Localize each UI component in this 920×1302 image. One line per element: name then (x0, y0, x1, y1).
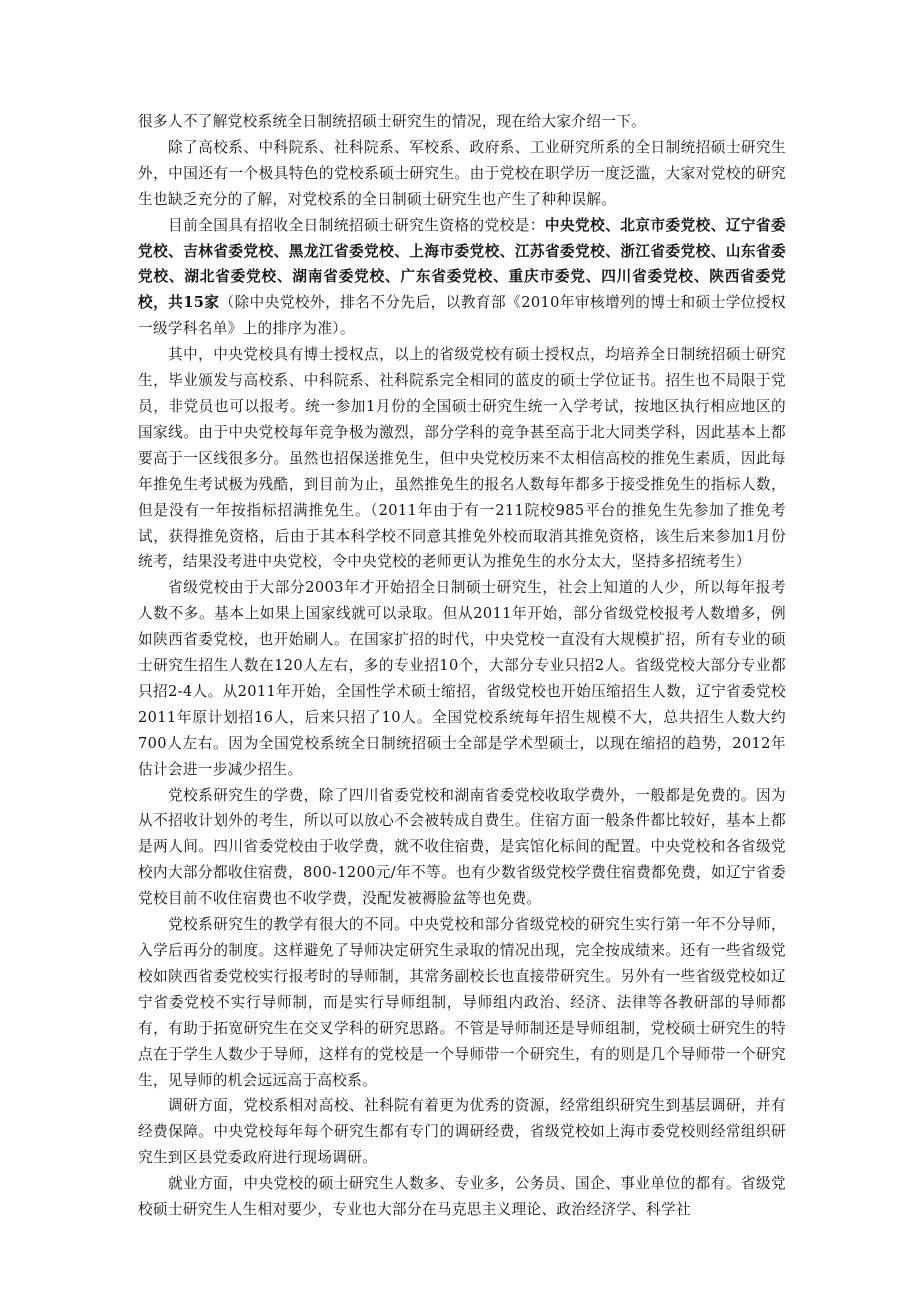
paragraph-employment (138, 1171, 786, 1223)
document-body (138, 109, 786, 1223)
paragraph-school-types (138, 135, 786, 213)
bold-school-list: 中央党校、北京市委党校、辽宁省委党校、吉林省委党校、黑龙江省委党校、上海市委党校、江苏省委党校、浙江省委党校、山东省委党校、湖北省委党校、湖南省委党校、广东省委党校、重庆市委党、四川省委党校、陕西省委党校，共15家 (138, 216, 786, 312)
paragraph-central-school (138, 342, 786, 575)
text-run: 党校系研究生的教学有很大的不同。中央党校和部分省级党校的研究生实行第一年不分导师，入学后再分的制度。这样避免了导师决定研究生录取的情况出现，完全按成绩来。还有一些省级党校如陕西省委党校实行报考时的导师制，其常务副校长也直接带研究生。另外有一些省级党校如辽宁省委党校不实行导师制，而是实行导师组制，导师组内政治、经济、法律等各教研部的导师都有，有助于拓宽研究生在交叉学科的研究思路。不管是导师制还是导师组制，党校硕士研究生的特点在于学生人数少于导师，这样有的党校是一个导师带一个研究生，有的则是几个导师带一个研究生，见导师的机会远远高于高校系。 (138, 916, 786, 1089)
paragraph-provincial-schools (138, 575, 786, 782)
text-run: 很多人不了解党校系统全日制统招硕士研究生的情况，现在给大家介绍一下。 (138, 113, 647, 130)
text-run: 省级党校由于大部分2003年才开始招全日制硕士研究生，社会上知道的人少，所以每年报考人数不多。基本上如果上国家线就可以录取。但从2011年开始，部分省级党校报考人数增多，例如陕西省委党校，也开始刷人。在国家扩招的时代，中央党校一直没有大规模扩招，所有专业的硕士研究生招生人数在120人左右，多的专业招10个，大部分专业只招2人。省级党校大部分专业都只招2-4人。从2011年开始，全国性学术硕士缩招，省级党校也开始压缩招生人数，辽宁省委党校2011年原计划招16人，后来只招了10人。全国党校系统每年招生规模不大，总共招生人数大约700人左右。因为全国党校系统全日制统招硕士全部是学术型硕士，以现在缩招的趋势，2012年估计会进一步减少招生。 (138, 579, 786, 778)
text-run: （除中央党校外，排名不分先后，以教育部《2010年审核增列的博士和硕士学位授权一级学科名单》上的排序为准）。 (138, 294, 786, 338)
text-run: 党校系研究生的学费，除了四川省委党校和湖南省委党校收取学费外，一般都是免费的。因为从不招收计划外的考生，所以可以放心不会被转成自费生。住宿方面一般条件都比较好，基本上都是两人间。四川省委党校由于收学费，就不收住宿费，是宾馆化标间的配置。中央党校和各省级党校内大部分都收住宿费，800-1200元/年不等。也有少数省级党校学费住宿费都免费，如辽宁省委党校目前不收住宿费也不收学费，没配发被褥脸盆等也免费。 (138, 786, 786, 908)
paragraph-research (138, 1093, 786, 1171)
text-run: 调研方面，党校系相对高校、社科院有着更为优秀的资源，经常组织研究生到基层调研，并有经费保障。中央党校每年每个研究生都有专门的调研经费，省级党校如上海市委党校则经常组织研究生到区县党委政府进行现场调研。 (138, 1097, 786, 1167)
text-run: 就业方面，中央党校的硕士研究生人数多、专业多，公务员、国企、事业单位的都有。省级党校硕士研究生人生相对要少，专业也大部分在马克思主义理论、政治经济学、科学社 (138, 1175, 786, 1219)
paragraph-tuition (138, 783, 786, 913)
text-run: 除了高校系、中科院系、社科院系、军校系、政府系、工业研究所系的全日制统招硕士研究生外，中国还有一个极具特色的党校系硕士研究生。由于党校在职学历一度泛滥，大家对党校的研究生也缺乏充分的了解，对党校系的全日制硕士研究生也产生了种种误解。 (138, 138, 786, 208)
text-run: 目前全国具有招收全日制统招硕士研究生资格的党校是： (168, 216, 545, 234)
paragraph-school-list (138, 213, 786, 343)
text-run: 其中，中央党校具有博士授权点，以上的省级党校有硕士授权点，均培养全日制统招硕士研究生，毕业颁发与高校系、中科院系、社科院系完全相同的蓝皮的硕士学位证书。招生也不局限于党员，非党员也可以报考。统一参加1月份的全国硕士研究生统一入学考试，按地区执行相应地区的国家线。由于中央党校每年竞争极为激烈，部分学科的竞争甚至高于北大同类学科，因此基本上都要高于一区线很多分。虽然也招保送推免生，但中央党校历来不太相信高校的推免生素质，因此每年推免生考试极为残酷，到目前为止，虽然推免生的报名人数每年都多于接受推免生的指标人数，但是没有一年按指标招满推免生。（2011年由于有一211院校985平台的推免生先参加了推免考试，获得推免资格，后由于其本科学校不同意其推免外校而取消其推免资格，该生后来参加1月份统考，结果没考进中央党校，令中央党校的老师更认为推免生的水分太大，坚持多招统考生） (138, 346, 786, 571)
paragraph-intro (138, 109, 786, 135)
paragraph-teaching (138, 912, 786, 1093)
